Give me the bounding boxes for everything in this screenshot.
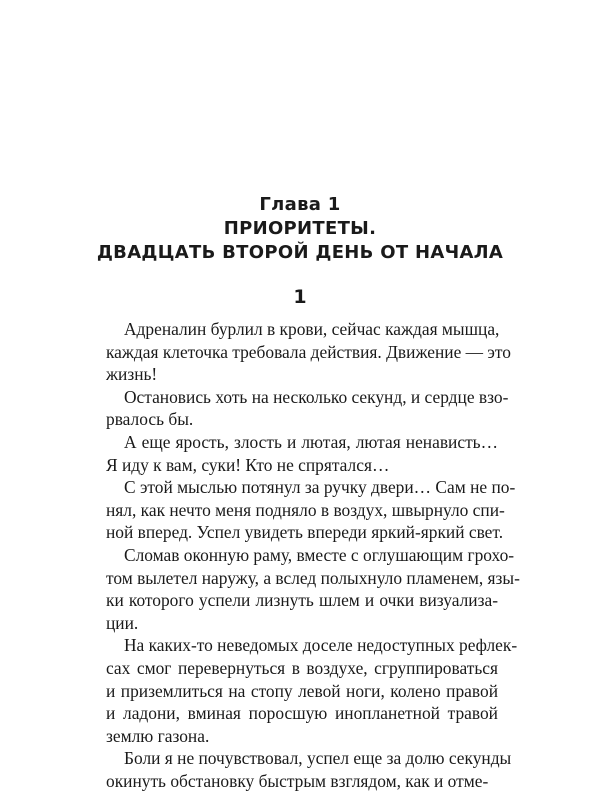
text-line: и ладони, вминая поросшую инопланетной травой [106,703,498,724]
section-number: 1 [293,286,307,308]
chapter-title-line-1: ПРИОРИТЕТЫ. [223,218,377,239]
body-text [106,318,520,792]
paragraph [106,476,516,544]
text-line: каждая клеточка требовала действия. Движение — это [106,341,511,362]
paragraph [106,544,520,634]
chapter-label: Глава 1 [259,194,341,215]
text-line: Сломав оконную раму, вместе с оглушающим грохо- [124,544,515,565]
text-line: сах смог перевернуться в воздухе, сгруппироваться [106,657,498,678]
text-line: Я иду к вам, суки! Кто не спрятался… [106,454,390,475]
text-line: А еще ярость, злость и лютая, лютая ненависть… [124,431,498,452]
text-line: землю газона. [106,725,210,746]
text-line: рвалось бы. [106,409,194,430]
text-line: ции. [106,612,139,633]
chapter-heading [0,193,600,265]
paragraph [106,634,518,747]
text-line: и приземлиться на стопу левой ноги, колено правой [106,680,498,701]
text-line: жизнь! [106,364,158,385]
text-line: Адреналин бурлил в крови, сейчас каждая мышца, [124,319,500,339]
text-line: окинуть обстановку быстрым взглядом, как и отме- [106,770,489,791]
paragraph [106,431,498,476]
paragraph [106,318,511,386]
text-line: нял, как нечто меня подняло в воздух, швырнуло спи- [106,499,505,520]
chapter-title-line-2: ДВАДЦАТЬ ВТОРОЙ ДЕНЬ ОТ НАЧАЛА [96,242,504,263]
text-line: Остановись хоть на несколько секунд, и сердце взо- [124,386,509,407]
text-line: ной вперед. Успел увидеть впереди яркий-яркий свет. [106,522,504,543]
text-line: ки которого успели лизнуть шлем и очки визуализа- [106,590,498,611]
paragraph [106,747,512,792]
text-line: С этой мыслью потянул за ручку двери… Сам не по- [124,477,516,498]
text-line: Боли я не почувствовал, успел еще за долю секунды [124,748,512,769]
paragraph [106,386,509,431]
text-line: На каких-то неведомых доселе недоступных рефлек- [124,635,518,656]
text-line: том вылетел наружу, а вслед полыхнуло пламенем, язы- [106,567,520,588]
